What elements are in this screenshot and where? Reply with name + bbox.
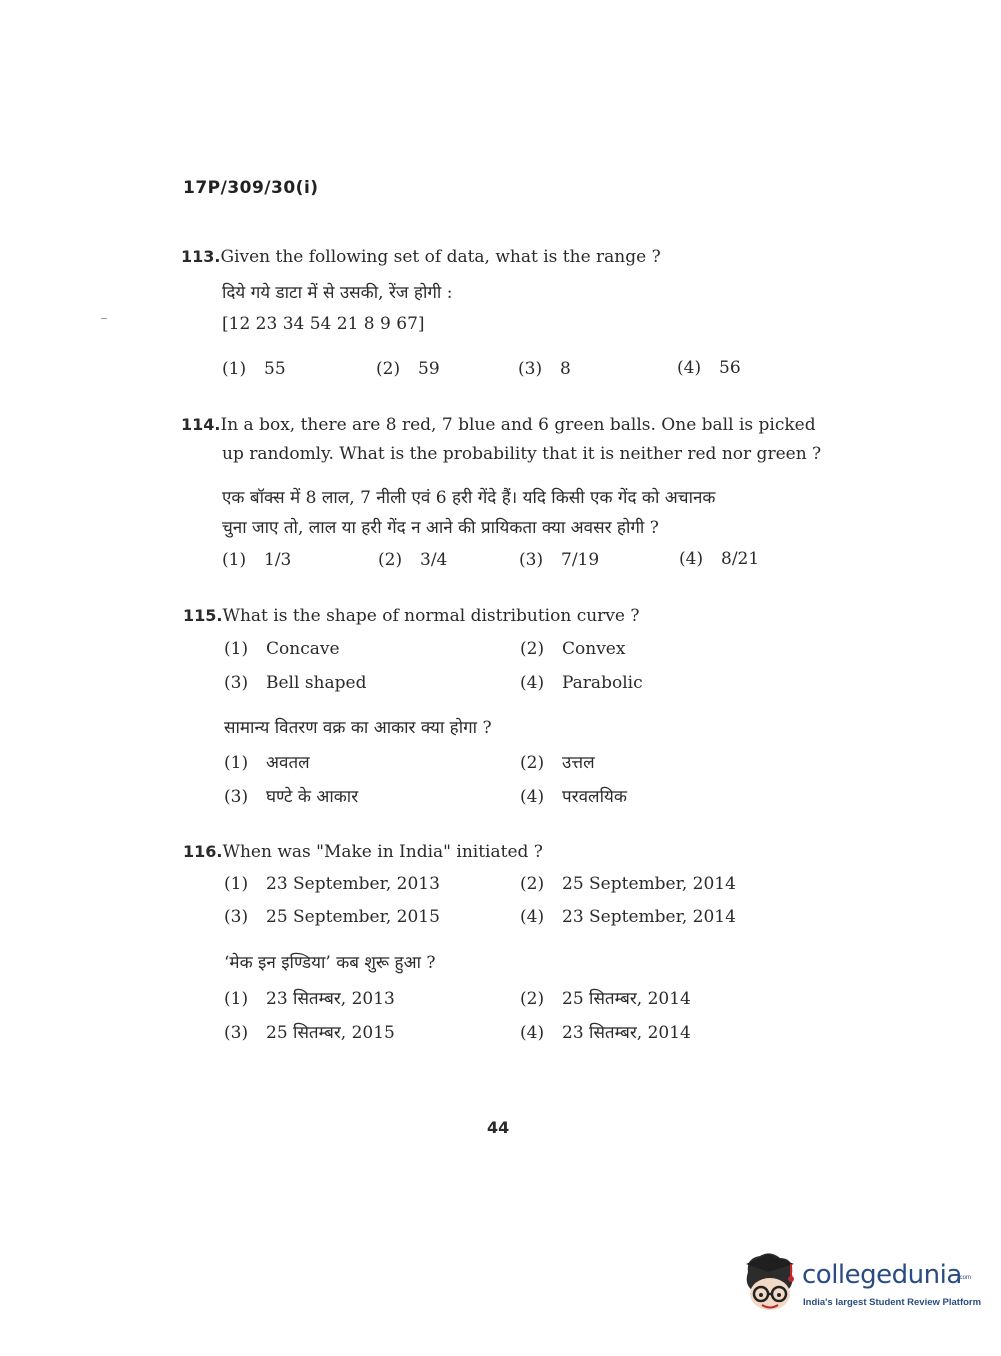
margin-mark: [101, 318, 107, 319]
hindi-option-4: (4) 23 सितम्बर, 2014: [520, 1023, 691, 1043]
option-3: (3) 8: [518, 359, 571, 379]
option-2: (2) 3/4: [378, 550, 448, 570]
option-1: (1) 55: [222, 359, 286, 379]
question-hindi-line2: चुना जाए तो, लाल या हरी गेंद न आने की प्रायिकता क्या अवसर होगी ?: [222, 518, 659, 538]
hindi-option-2: (2) उत्तल: [520, 753, 595, 773]
logo-text: collegedunia: [802, 1260, 962, 1290]
page-number: 44: [487, 1118, 510, 1137]
option-4: (4) 8/21: [679, 549, 760, 569]
option-3: (3) Bell shaped: [224, 673, 367, 693]
question-number: 116.: [183, 842, 223, 861]
hindi-option-4: (4) परवलयिक: [520, 787, 627, 807]
hindi-option-2: (2) 25 सितम्बर, 2014: [520, 989, 691, 1009]
question-text: When was "Make in India" initiated ?: [222, 842, 543, 862]
option-2: (2) 59: [376, 359, 440, 379]
logo-suffix: .com: [958, 1275, 972, 1281]
question-number: 113.: [181, 247, 221, 266]
hindi-option-3: (3) घण्टे के आकार: [224, 787, 359, 807]
hindi-option-1: (1) 23 सितम्बर, 2013: [224, 989, 395, 1009]
question-text: Given the following set of data, what is the range ?: [220, 247, 661, 267]
question-text: What is the shape of normal distribution curve ?: [222, 606, 640, 626]
hindi-option-1: (1) अवतल: [224, 753, 310, 773]
option-4: (4) Parabolic: [520, 673, 643, 693]
hindi-option-3: (3) 25 सितम्बर, 2015: [224, 1023, 395, 1043]
question-number: 115.: [183, 606, 223, 625]
question-text-hindi: दिये गये डाटा में से उसकी, रेंज होगी :: [222, 283, 453, 303]
option-3: (3) 25 September, 2015: [224, 907, 440, 927]
option-1: (1) 23 September, 2013: [224, 874, 440, 894]
option-1: (1) 1/3: [222, 550, 292, 570]
question-text-line2: up randomly. What is the probability that it is neither red nor green ?: [222, 444, 822, 464]
option-2: (2) 25 September, 2014: [520, 874, 736, 894]
option-1: (1) Concave: [224, 639, 340, 659]
option-4: (4) 56: [677, 358, 741, 378]
question-text-hindi: ‘मेक इन इण्डिया’ कब शुरू हुआ ?: [224, 953, 436, 973]
option-2: (2) Convex: [520, 639, 626, 659]
question-text-hindi: सामान्य वितरण वक्र का आकार क्या होगा ?: [224, 718, 492, 738]
option-4: (4) 23 September, 2014: [520, 907, 736, 927]
question-hindi-line1: एक बॉक्स में 8 लाल, 7 नीली एवं 6 हरी गेंदे हैं। यदि किसी एक गेंद को अचानक: [222, 488, 716, 508]
paper-code: 17P/309/30(i): [183, 178, 319, 198]
question-number: 114.: [181, 415, 221, 434]
data-set: [12 23 34 54 21 8 9 67]: [222, 314, 425, 334]
option-3: (3) 7/19: [519, 550, 600, 570]
collegedunia-mascot-icon: [742, 1250, 800, 1312]
question-text-line1: In a box, there are 8 red, 7 blue and 6 green balls. One ball is picked: [220, 415, 816, 435]
logo-tagline: India's largest Student Review Platform: [803, 1297, 982, 1308]
